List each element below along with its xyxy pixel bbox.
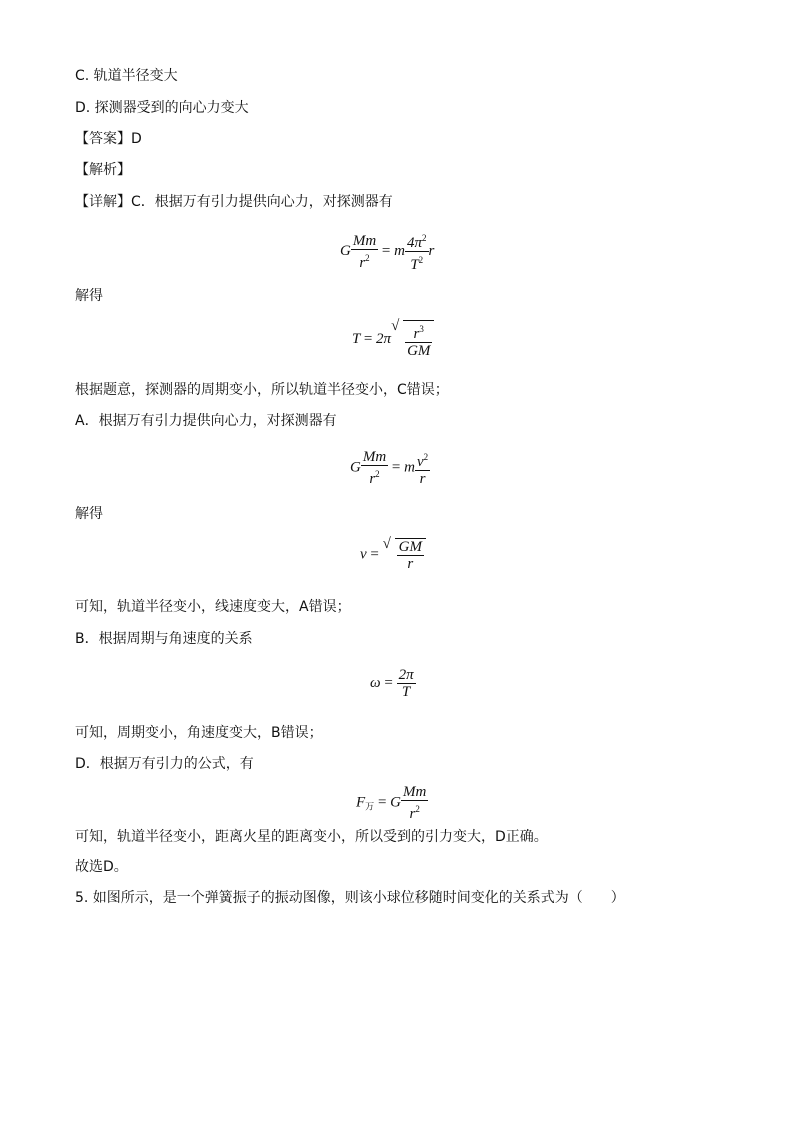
detail-a-line: A．根据万有引力提供向心力，对探测器有 — [75, 413, 337, 429]
question-5: 5. 如图所示，是一个弹簧振子的振动图像，则该小球位移随时间变化的关系式为（ ） — [75, 890, 625, 906]
conclude-a-line: 可知，轨道半径变小，线速度变大，A错误； — [75, 599, 351, 615]
equation-2: T = 2π √ $\frac{r^3}{GM}$ — [352, 320, 434, 359]
equation-5: ω = $\frac{2\pi}{T}$ — [370, 667, 414, 700]
line-d-option: D. 探测器受到的向心力变大 — [75, 100, 249, 116]
equation-3: G $\frac{Mm}{r^2}$ = m $\frac{v^2}{r}$ — [350, 449, 429, 487]
conclude-d-line: 可知，轨道半径变小，距离火星的距离变小，所以受到的引力变大，D正确。 — [75, 829, 548, 845]
conclude-c-line: 根据题意，探测器的周期变小，所以轨道半径变小，C错误； — [75, 382, 449, 398]
equation-6: $F_万 = G$ $\frac{Mm}{r^2}$ — [356, 784, 427, 822]
equation-4: v = √ $\frac{GM}{r}$ — [360, 538, 426, 572]
detail-d-line: D．根据万有引力的公式，有 — [75, 756, 254, 772]
conclude-b-line: 可知，周期变小，角速度变大，B错误； — [75, 725, 323, 741]
solve-line-2: 解得 — [75, 506, 103, 522]
analysis-line: 【解析】 — [75, 162, 131, 178]
answer-line: 【答案】D — [75, 131, 142, 147]
solve-line-1: 解得 — [75, 288, 103, 304]
equation-1: G $\frac{Mm}{r^2}$ = m $\frac{4\pi^2}{T^2}$ r — [340, 230, 434, 273]
choice-line: 故选D。 — [75, 859, 128, 875]
detail-c-line: 【详解】C．根据万有引力提供向心力，对探测器有 — [75, 194, 393, 210]
line-c-option: C. 轨道半径变大 — [75, 68, 178, 84]
detail-b-line: B．根据周期与角速度的关系 — [75, 631, 253, 647]
